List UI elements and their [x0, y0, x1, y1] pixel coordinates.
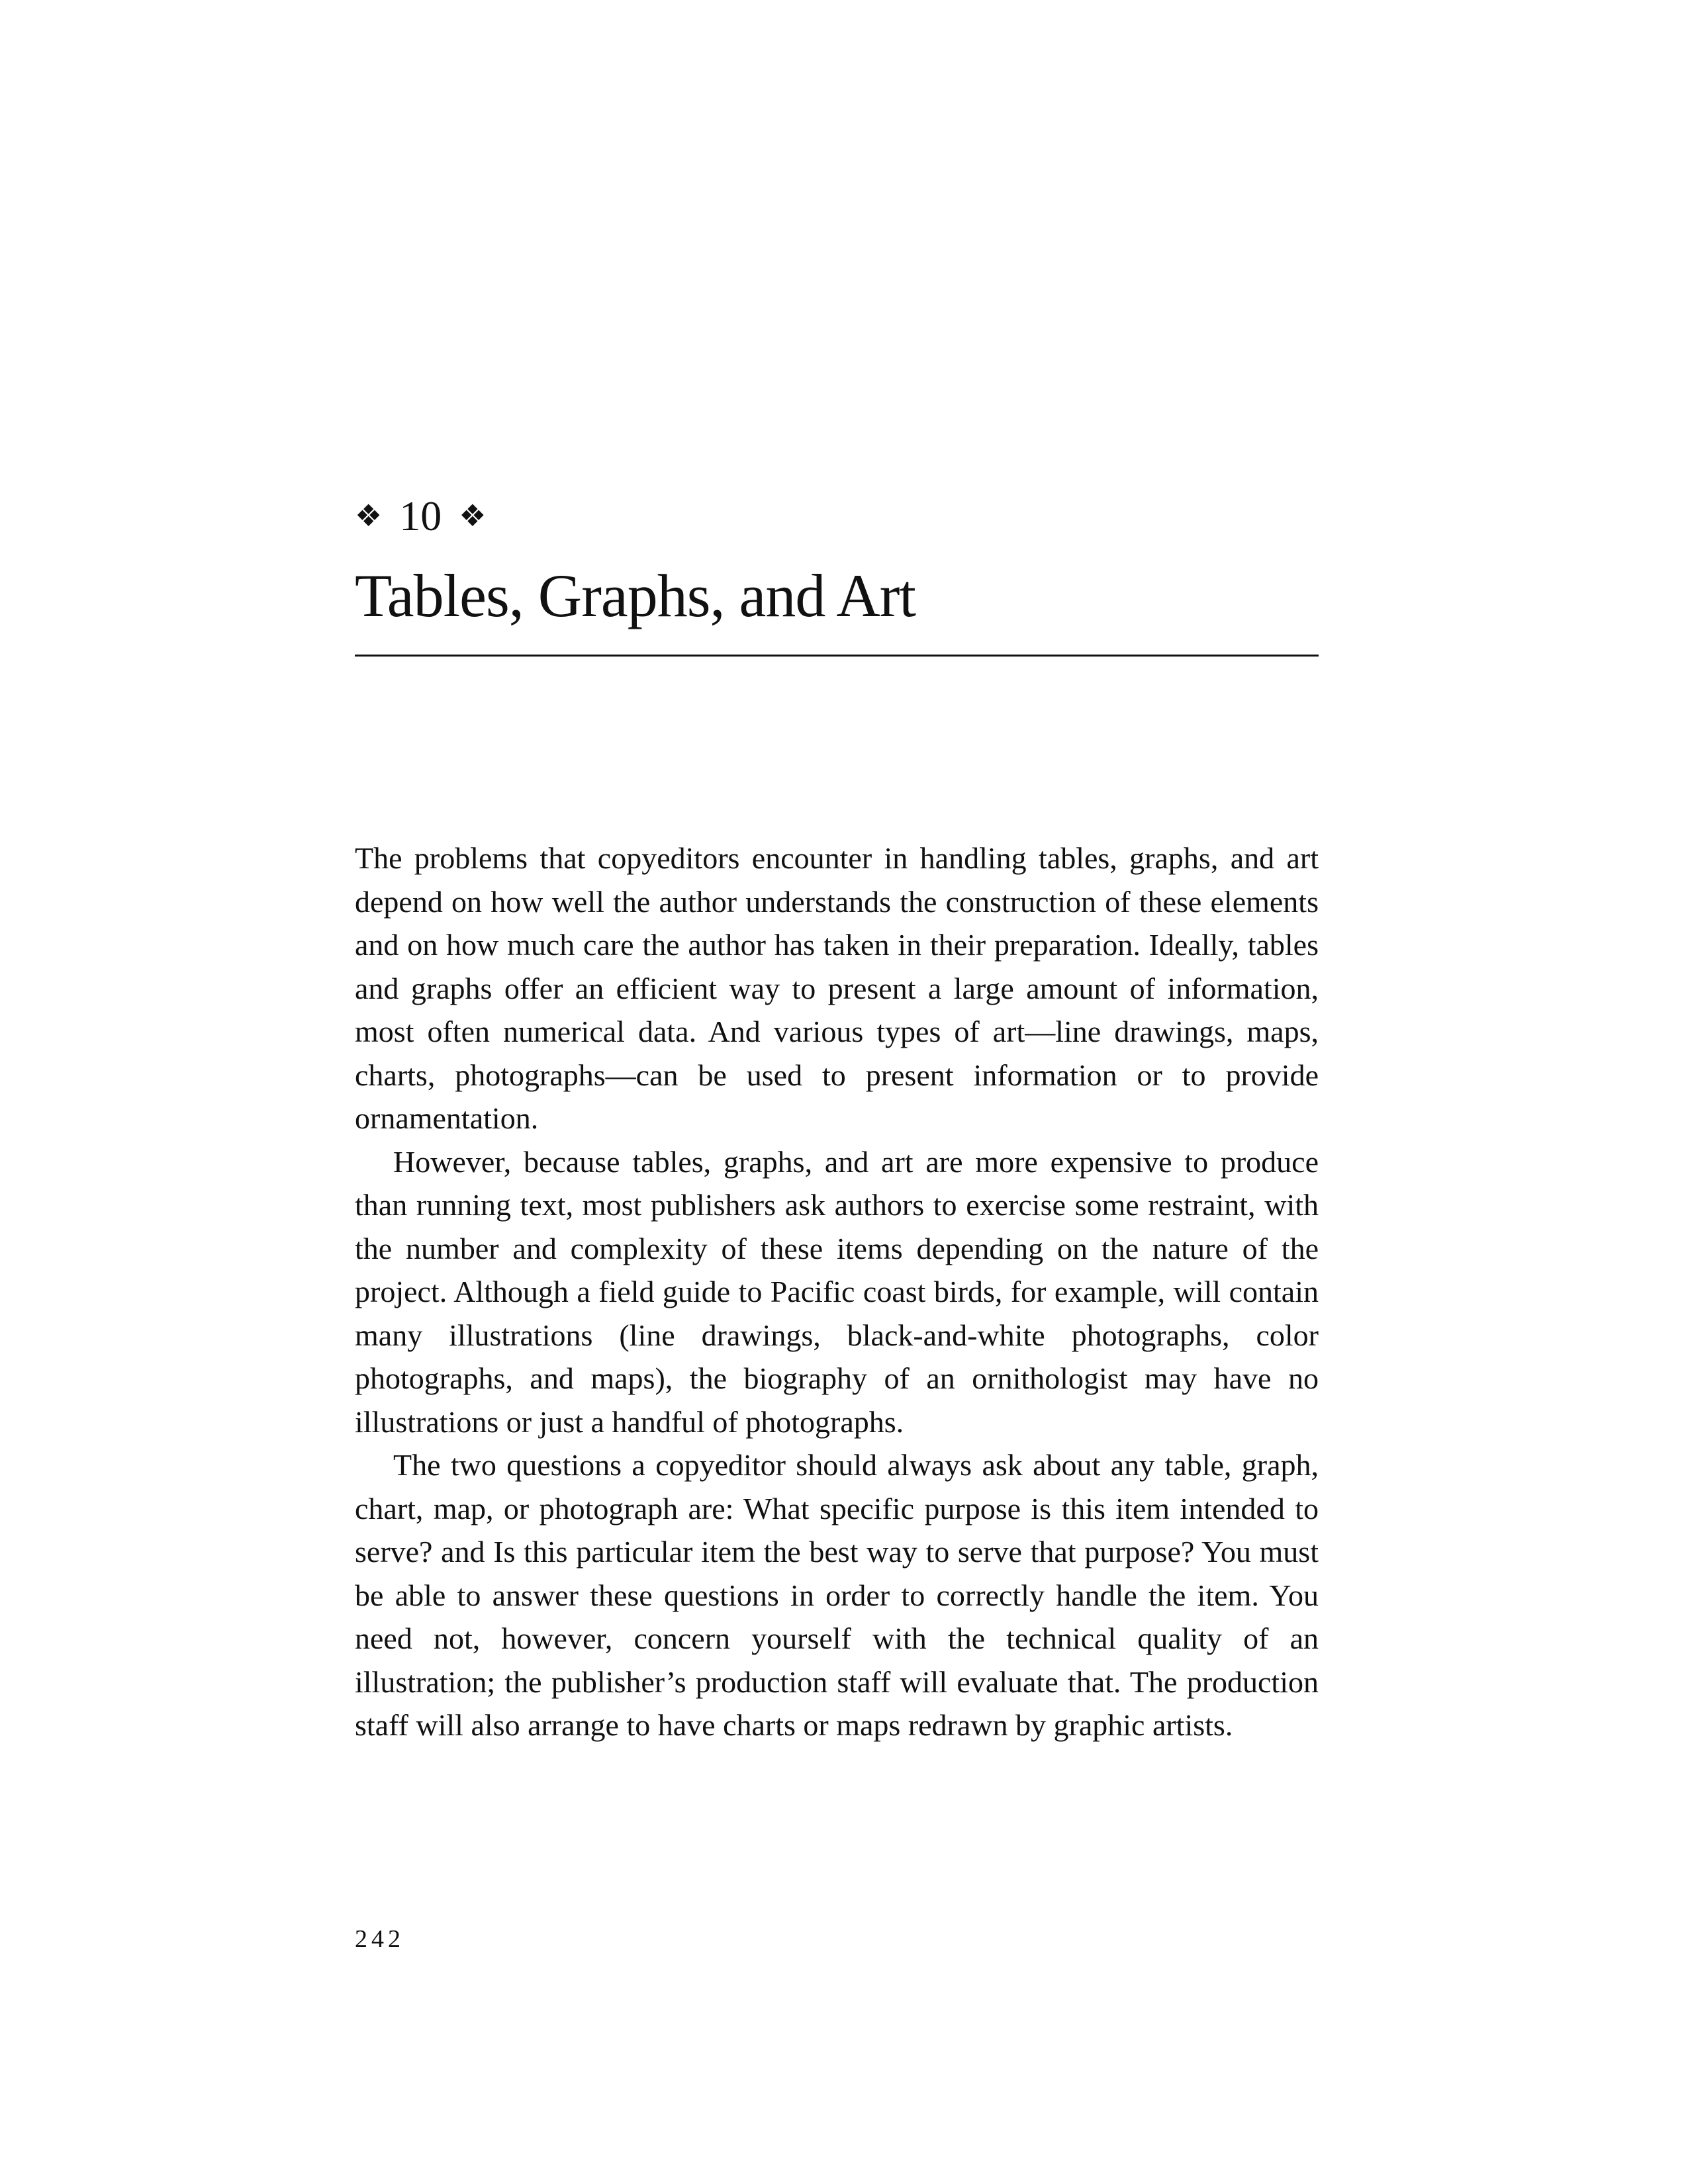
chapter-number-line	[355, 486, 1319, 546]
paragraph-2: However, because tables, graphs, and art are more expensive to produce than running text, most publishers ask authors to exercise some restraint, with the number and complexity of these items depending on the nature of the project. Although a field guide to Pacific coast birds, for example, will contain many illustrations (line drawings, black-and-white photographs, color photographs, and maps), the biography of an ornithologist may have no illustrations or just a handful of photographs.	[355, 1144, 1319, 1439]
paragraph-3: The two questions a copyeditor should always ask about any table, graph, chart, map, or photograph are: What specific purpose is this item intended to serve? and Is this particular item the best way to serve that purpose? You must be able to answer these questions in order to correctly handle the item. You need not, however, concern yourself with the technical quality of an illustration; the publisher’s production staff will evaluate that. The production staff will also arrange to have charts or maps redrawn by graphic artists.	[355, 1448, 1319, 1742]
diamond-ornament-icon: ❖	[459, 499, 487, 533]
chapter-header	[355, 486, 1319, 657]
title-rule	[355, 655, 1319, 657]
diamond-ornament-icon: ❖	[355, 499, 383, 533]
page-number: 242	[355, 1925, 404, 1953]
body-text	[355, 837, 1319, 1747]
chapter-number: 10	[399, 492, 442, 539]
chapter-title: Tables, Graphs, and Art	[355, 562, 915, 629]
paragraph-1: The problems that copyeditors encounter in handling tables, graphs, and art depend on how well the author understands the construction of these elements and on how much care the author has taken in their preparation. Ideally, tables and graphs offer an efficient way to present a large amount of information, most often numerical data. And various types of art—line drawings, maps, charts, photographs—can be used to present information or to provide ornamentation.	[355, 841, 1319, 1135]
